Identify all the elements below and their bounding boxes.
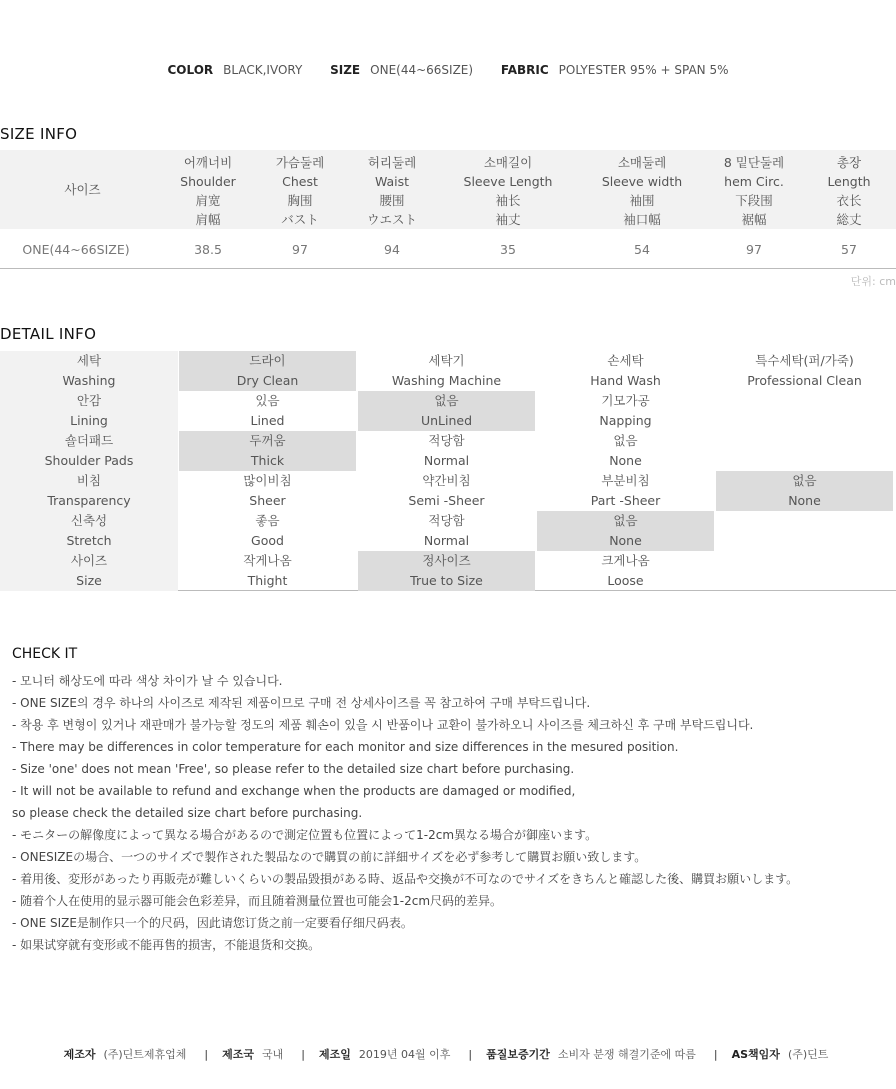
check-it-line: - Size 'one' does not mean 'Free', so please refer to the detailed size chart before purchasing. xyxy=(12,762,575,776)
option-kr: 없음 xyxy=(792,473,817,488)
option-kr: 있음 xyxy=(255,393,280,408)
label-kr: 사이즈 xyxy=(70,553,108,568)
check-it-line: - There may be differences in color temperature for each monitor and size differences in the mesured position. xyxy=(12,740,679,754)
header-jp: バスト xyxy=(281,212,319,227)
header-cn: 胸围 xyxy=(287,193,313,208)
size-table-header xyxy=(0,150,896,229)
option-kr: 세탁기 xyxy=(428,353,465,368)
detail-row-label xyxy=(0,351,178,391)
header-jp: 総丈 xyxy=(836,212,862,227)
size-header-label: 사이즈 xyxy=(64,182,101,197)
option-kr: 크게나옴 xyxy=(601,553,650,568)
option-kr: 정사이즈 xyxy=(422,553,471,568)
label-kr: 숄더패드 xyxy=(64,433,114,448)
option-en: Normal xyxy=(423,533,470,548)
option-en: Loose xyxy=(607,573,644,588)
detail-option xyxy=(179,511,356,551)
check-it-line: - 随着个人在使用的显示器可能会色彩差异，而且随着测量位置也可能会1-2cm尺码的差异。 xyxy=(12,894,503,908)
footer-key: 품질보증기간 xyxy=(486,1048,550,1061)
option-kr: 드라이 xyxy=(249,353,286,368)
detail-option xyxy=(537,551,714,591)
detail-option xyxy=(358,431,535,471)
detail-row-label xyxy=(0,431,178,471)
option-en: Napping xyxy=(599,413,652,428)
detail-option xyxy=(358,511,535,551)
option-kr: 부분비침 xyxy=(601,473,650,488)
size-value-length: 57 xyxy=(841,242,857,257)
check-it-line: - 如果试穿就有变形或不能再售的损害，不能退货和交换。 xyxy=(12,938,321,952)
size-table-row xyxy=(0,229,896,269)
size-header-waist xyxy=(342,153,442,229)
option-en: Professional Clean xyxy=(747,373,862,388)
check-it-line: - モニターの解像度によって異なる場合があるので測定位置も位置によって1-2cm異なる場合が御座います。 xyxy=(12,828,598,842)
footer-value: (주)딘트 xyxy=(787,1048,829,1061)
option-en: Thick xyxy=(250,453,285,468)
label-kr: 신축성 xyxy=(70,513,108,528)
detail-info-title: DETAIL INFO xyxy=(0,325,97,343)
size-header-hem xyxy=(704,153,804,229)
size-header-shoulder xyxy=(158,153,258,229)
footer-value: 국내 xyxy=(262,1048,284,1061)
header-cn: 衣长 xyxy=(836,193,862,208)
option-kr: 작게나옴 xyxy=(243,553,292,568)
option-en: None xyxy=(609,533,642,548)
header-en: Length xyxy=(827,174,871,189)
spec-color-key: COLOR xyxy=(167,63,214,77)
label-en: Lining xyxy=(70,413,108,428)
check-it-line: - ONESIZEの場合、一つのサイズで製作された製品なので購買の前に詳細サイズを必ず参考して購買お願い致します。 xyxy=(12,850,647,864)
header-jp: 袖口幅 xyxy=(623,212,661,227)
footer-key: 제조자 xyxy=(63,1048,96,1061)
header-en: Shoulder xyxy=(180,174,236,189)
size-header-length xyxy=(806,153,892,229)
detail-option xyxy=(179,551,356,591)
header-kr: 소매둘레 xyxy=(617,155,667,170)
size-value-chest: 97 xyxy=(292,242,308,257)
option-en: None xyxy=(609,453,642,468)
label-kr: 안감 xyxy=(76,393,102,408)
option-en: Semi -Sheer xyxy=(408,493,485,508)
check-it-line: - ONE SIZE是制作只一个的尺码，因此请您订货之前一定要看仔细尺码表。 xyxy=(12,916,413,930)
header-en: Chest xyxy=(282,174,318,189)
header-jp: 肩幅 xyxy=(195,212,221,227)
label-en: Size xyxy=(76,573,102,588)
detail-option xyxy=(179,391,356,431)
header-en: hem Circ. xyxy=(724,174,784,189)
option-en: None xyxy=(788,493,821,508)
option-en: Dry Clean xyxy=(236,373,299,388)
header-jp: 裾幅 xyxy=(741,212,767,227)
detail-option-selected xyxy=(179,431,356,471)
header-kr: 소매길이 xyxy=(483,155,533,170)
label-en: Shoulder Pads xyxy=(44,453,134,468)
label-en: Transparency xyxy=(47,493,131,508)
option-en: Washing Machine xyxy=(391,373,502,388)
option-en: Lined xyxy=(250,413,285,428)
footer-separator: | xyxy=(301,1048,306,1061)
detail-option xyxy=(716,391,893,431)
detail-option xyxy=(716,351,893,391)
header-cn: 下段围 xyxy=(735,193,773,208)
label-en: Stretch xyxy=(66,533,112,548)
header-jp: 袖丈 xyxy=(495,212,521,227)
product-info-footer xyxy=(0,1046,896,1062)
header-jp: ウエスト xyxy=(366,212,417,227)
size-unit-note: 단위: cm xyxy=(850,275,896,288)
check-it-title: CHECK IT xyxy=(12,646,78,662)
detail-option xyxy=(537,431,714,471)
option-kr: 좋음 xyxy=(255,513,280,528)
option-kr: 많이비침 xyxy=(243,473,292,488)
option-en: True to Size xyxy=(410,573,483,588)
option-en: Normal xyxy=(423,453,470,468)
detail-option xyxy=(358,471,535,511)
footer-key: 제조국 xyxy=(222,1048,255,1061)
size-header-chest xyxy=(250,153,350,229)
option-kr: 약간비침 xyxy=(422,473,471,488)
option-en: Sheer xyxy=(249,493,286,508)
check-it-line: - 착용 후 변형이 있거나 재판매가 불가능할 정도의 제품 훼손이 있을 시 반품이나 교환이 불가하오니 사이즈를 체크하신 후 구매 부탁드립니다. xyxy=(12,718,754,732)
header-kr: 총장 xyxy=(836,155,862,170)
size-value-shoulder: 38.5 xyxy=(194,242,222,257)
detail-option-selected xyxy=(358,391,535,431)
option-kr: 없음 xyxy=(613,433,638,448)
option-kr: 적당함 xyxy=(428,513,465,528)
option-en: Hand Wash xyxy=(590,373,661,388)
option-en: Part -Sheer xyxy=(590,493,661,508)
footer-value: 소비자 분쟁 해결기준에 따름 xyxy=(557,1048,696,1061)
detail-row-label xyxy=(0,391,178,431)
option-kr: 특수세탁(퍼/가죽) xyxy=(755,353,854,368)
spec-color-value: BLACK,IVORY xyxy=(223,63,303,77)
size-row-label: ONE(44~66SIZE) xyxy=(22,242,130,257)
size-value-sleeve-length: 35 xyxy=(500,242,516,257)
detail-option xyxy=(537,391,714,431)
spec-size-key: SIZE xyxy=(330,63,361,77)
size-value-hem: 97 xyxy=(746,242,762,257)
label-en: Washing xyxy=(62,373,116,388)
check-it-line: - ONE SIZE의 경우 하나의 사이즈로 제작된 제품이므로 구매 전 상세사이즈를 꼭 참고하여 구매 부탁드립니다. xyxy=(12,696,591,710)
detail-row-label xyxy=(0,471,178,511)
footer-separator: | xyxy=(713,1048,718,1061)
header-kr: 8 밑단둘레 xyxy=(723,155,785,170)
option-en: UnLined xyxy=(420,413,473,428)
option-kr: 없음 xyxy=(434,393,459,408)
detail-option-selected xyxy=(358,551,535,591)
product-spec-line xyxy=(0,63,896,77)
footer-key: AS책임자 xyxy=(731,1048,780,1061)
detail-row-label xyxy=(0,511,178,551)
header-kr: 가슴둘레 xyxy=(275,155,325,170)
size-info-title: SIZE INFO xyxy=(0,125,78,143)
header-kr: 허리둘레 xyxy=(367,155,417,170)
footer-key: 제조일 xyxy=(319,1048,351,1061)
header-cn: 腰围 xyxy=(379,193,405,208)
spec-fabric-key: FABRIC xyxy=(500,63,549,77)
option-kr: 없음 xyxy=(613,513,638,528)
detail-option-selected xyxy=(716,471,893,511)
label-kr: 비침 xyxy=(76,473,102,488)
check-it-line: so please check the detailed size chart before purchasing. xyxy=(12,806,363,820)
size-value-sleeve-width: 54 xyxy=(634,242,650,257)
size-header-sleeve-length xyxy=(448,153,568,229)
detail-option xyxy=(358,351,535,391)
spec-size-value: ONE(44~66SIZE) xyxy=(370,63,474,77)
detail-option xyxy=(716,431,893,471)
check-it-line: - It will not be available to refund and exchange when the products are damaged or modified, xyxy=(12,784,576,798)
detail-option xyxy=(537,471,714,511)
header-cn: 袖长 xyxy=(495,193,521,208)
check-it-line: - 모니터 해상도에 따라 색상 차이가 날 수 있습니다. xyxy=(12,674,283,688)
footer-value: (주)딘트제휴업체 xyxy=(103,1048,187,1061)
header-en: Sleeve Length xyxy=(463,174,553,189)
detail-option xyxy=(537,351,714,391)
check-it-line: - 着用後、変形があったり再販売が難しいくらいの製品毀損がある時、返品や交換が不可なのでサイズをきちんと確認した後、購買お願いします。 xyxy=(12,872,799,886)
footer-separator: | xyxy=(468,1048,473,1061)
footer-separator: | xyxy=(204,1048,209,1061)
option-kr: 기모가공 xyxy=(601,393,650,408)
spec-fabric-value: POLYESTER 95% + SPAN 5% xyxy=(558,63,729,77)
detail-row-label xyxy=(0,551,178,591)
detail-option xyxy=(716,511,893,551)
detail-option-selected xyxy=(179,351,356,391)
header-kr: 어깨너비 xyxy=(183,155,233,170)
option-en: Good xyxy=(251,533,284,548)
detail-option xyxy=(716,551,893,591)
header-cn: 肩宽 xyxy=(195,193,221,208)
label-kr: 세탁 xyxy=(76,353,102,368)
size-header-sleeve-width xyxy=(582,153,702,229)
option-kr: 손세탁 xyxy=(607,353,644,368)
option-kr: 적당함 xyxy=(428,433,465,448)
footer-value: 2019년 04월 이후 xyxy=(358,1048,451,1061)
detail-table xyxy=(0,351,896,591)
header-cn: 袖围 xyxy=(629,193,655,208)
size-value-waist: 94 xyxy=(384,242,400,257)
header-en: Waist xyxy=(374,174,410,189)
option-en: Thight xyxy=(247,573,288,588)
detail-option-selected xyxy=(537,511,714,551)
check-it-list xyxy=(12,670,892,956)
header-en: Sleeve width xyxy=(601,174,683,189)
option-kr: 두꺼움 xyxy=(249,433,286,448)
detail-option xyxy=(179,471,356,511)
